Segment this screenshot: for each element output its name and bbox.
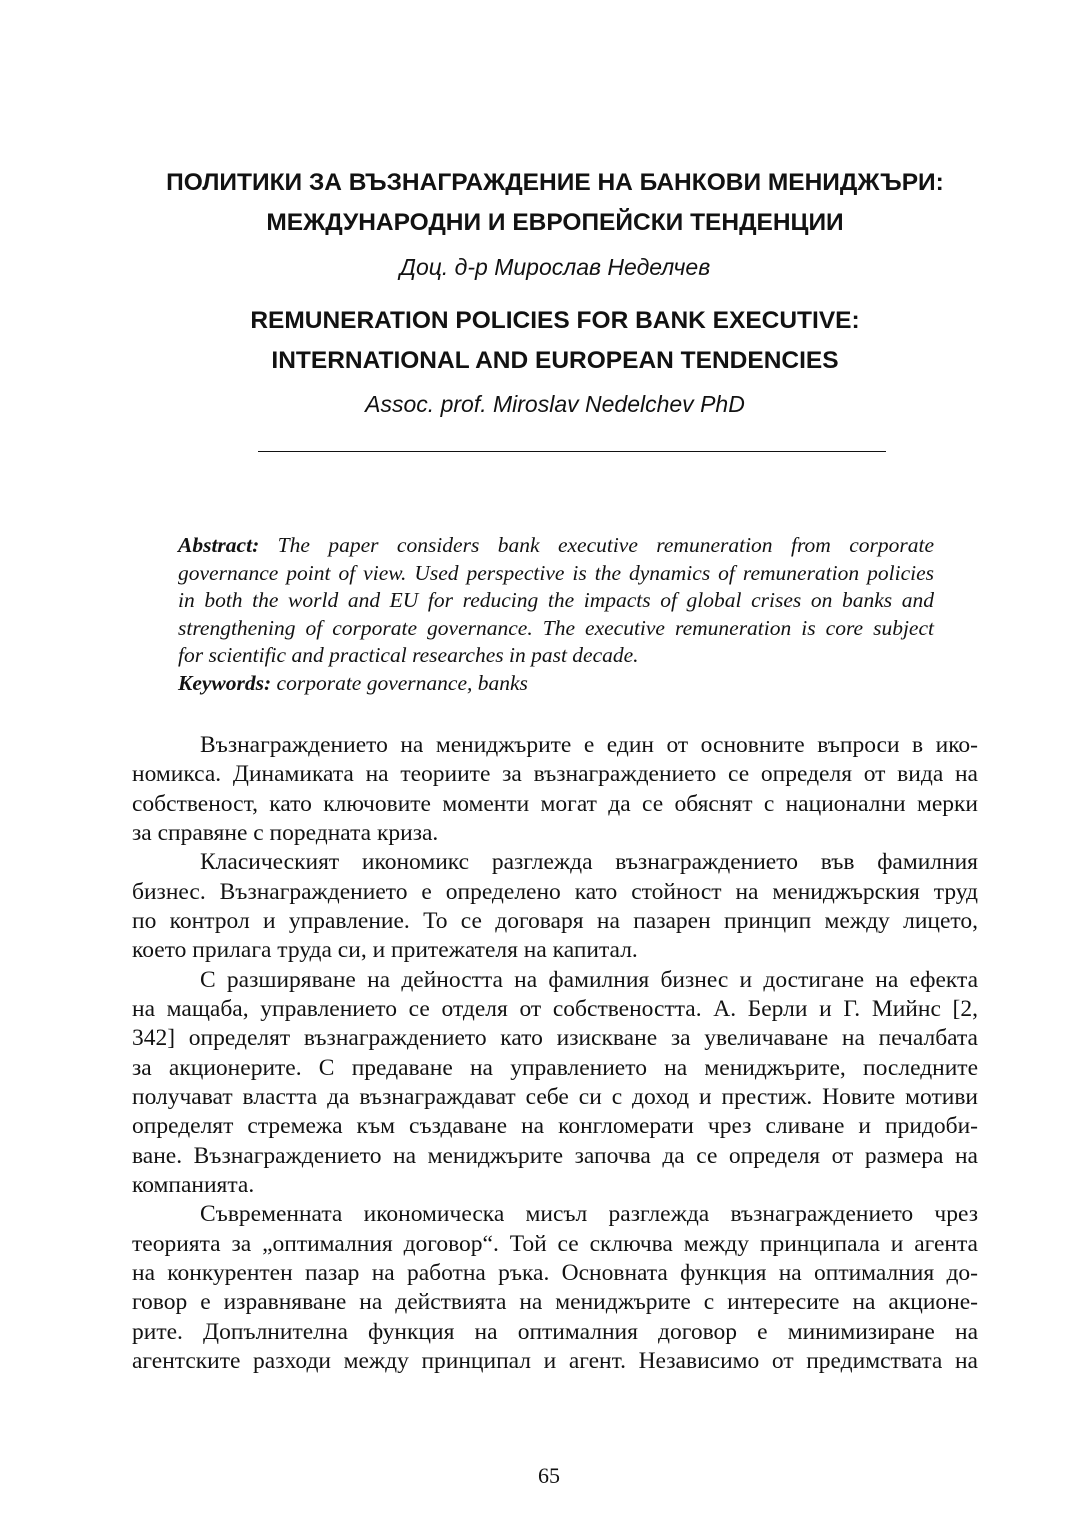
paragraph-line: получават властта да възнаграждават себе си с доход и престиж. Новите мотиви [132,1083,978,1110]
title-separator-rule [258,451,886,452]
paragraph-2 [132,848,978,965]
abstract-line: in both the world and EU for reducing the impacts of global crises on banks and [178,588,934,613]
paragraph-3 [132,966,978,1201]
paragraph-line: определят стремежа към създаване на конгломерати чрез сливане и придоби- [132,1113,978,1140]
paragraph-line: Възнаграждението на мениджърите е един от основните въпроси в ико- [200,732,978,758]
title-en-line-2: INTERNATIONAL AND EUROPEAN TENDENCIES [271,347,839,374]
title-bg-line-2: МЕЖДУНАРОДНИ И ЕВРОПЕЙСКИ ТЕНДЕНЦИИ [266,209,844,236]
paragraph-line: 342] определят възнаграждението като изискване за увеличаване на печалбата [132,1025,978,1052]
title-en-line-1: REMUNERATION POLICIES FOR BANK EXECUTIVE: [250,307,860,334]
keywords-label: Keywords: [178,670,272,695]
abstract-line [178,532,934,560]
paragraph-line: за справяне с поредната криза. [132,819,439,846]
paragraph-line: рите. Допълнителна функция на оптималния договор е минимизиране на [132,1318,978,1345]
paragraph-4 [132,1200,978,1376]
paragraph-line: ване. Възнаграждението на мениджърите започва да се определя от размера на [132,1142,978,1169]
body-text [132,731,978,1376]
paragraph-line: което прилага труда си, и притежателя на капитал. [132,937,638,964]
paragraph-line: теорията за „оптималния договор“. Той се сключва между принципала и агента [132,1230,978,1257]
paragraph-line: номикса. Динамиката на теориите за възнаграждението се определя от вида на [132,761,978,788]
title-bg-line-1: ПОЛИТИКИ ЗА ВЪЗНАГРАЖДЕНИЕ НА БАНКОВИ МЕНИДЖЪРИ: [166,169,944,196]
keywords-line [178,670,934,698]
page-number: 65 [538,1463,560,1488]
paragraph-line: Съвременната икономическа мисъл разглежда възнаграждението чрез [200,1201,978,1228]
abstract-line: strengthening of corporate governance. The executive remuneration is core subject [178,615,934,640]
paragraph-line: агентските разходи между принципал и агент. Независимо от предимствата на [132,1347,978,1374]
abstract-block [178,532,934,698]
abstract-line: for scientific and practical researches in past decade. [178,643,639,668]
paragraph-line: собственост, като ключовите моменти могат да се обяснят с национални мерки [132,790,978,817]
paragraph-line: за акционерите. С предаване на управлението на мениджърите, последните [132,1054,978,1081]
abstract-label: Abstract: [178,533,260,557]
abstract-text: The paper considers bank executive remuneration from corporate [277,533,935,557]
paragraph-line: бизнес. Възнаграждението е определено като стойност на мениджърския труд [132,878,978,905]
paragraph-line: компанията. [132,1171,255,1198]
paragraph-line: С разширяване на дейността на фамилния бизнес и достигане на ефекта [200,966,978,993]
paragraph-line: Класическият икономикс разглежда възнаграждението във фамилния [200,849,978,876]
paragraph-line: по контрол и управление. То се договаря на пазарен принцип между лицето, [132,907,978,934]
paragraph-line: говор е изравняване на действията на мениджърите с интересите на акционе- [132,1289,978,1316]
abstract-line: governance point of view. Used perspective is the dynamics of remuneration policies [178,560,934,585]
author-en: Assoc. prof. Miroslav Nedelchev PhD [365,391,745,417]
paragraph-line: на конкурентен пазар на работна ръка. Основната функция на оптималния до- [132,1259,978,1286]
keywords-text: corporate governance, banks [276,670,528,695]
author-bg: Доц. д-р Мирослав Неделчев [399,254,711,280]
paragraph-line: на мащаба, управлението се отделя от собствеността. А. Берли и Г. Мийнс [2, [132,995,978,1022]
paragraph-1 [132,731,978,848]
